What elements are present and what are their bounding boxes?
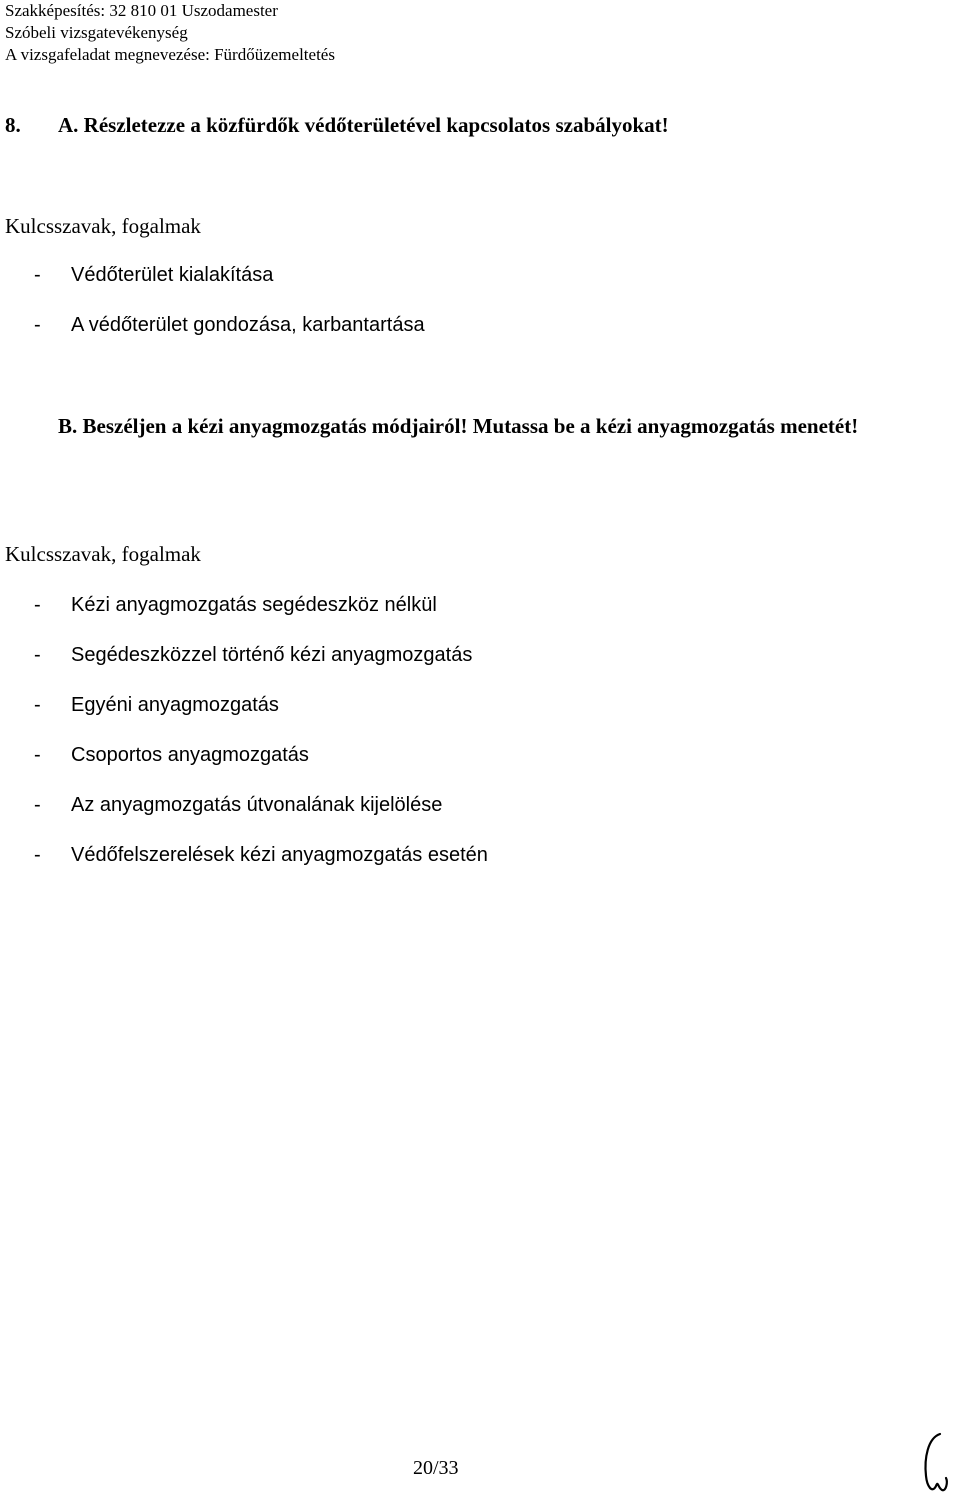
- list-item-text: Az anyagmozgatás útvonalának kijelölése: [71, 794, 443, 816]
- list-item: [34, 842, 488, 892]
- list-item: [34, 642, 488, 692]
- list-item-text: A védőterület gondozása, karbantartása: [71, 314, 425, 336]
- list-bullet: -: [34, 594, 41, 616]
- list-item-text: Segédeszközzel történő kézi anyagmozgatás: [71, 644, 473, 666]
- keywords-b-heading: Kulcsszavak, fogalmak: [5, 542, 201, 566]
- task-b-title: B. Beszéljen a kézi anyagmozgatás módjairól! Mutassa be a kézi anyagmozgatás menetét!: [58, 414, 859, 438]
- list-item: [34, 692, 488, 742]
- list-item: [34, 262, 425, 312]
- list-item-text: Csoportos anyagmozgatás: [71, 744, 309, 766]
- list-item: [34, 792, 488, 842]
- list-item-text: Védőterület kialakítása: [71, 264, 274, 286]
- document-header: [5, 0, 335, 66]
- list-item-text: Kézi anyagmozgatás segédeszköz nélkül: [71, 594, 437, 616]
- keywords-a-list: [34, 262, 425, 362]
- list-item: [34, 592, 488, 642]
- keywords-b-list: [34, 592, 488, 892]
- list-item: [34, 312, 425, 362]
- header-exam-activity: Szóbeli vizsgatevékenység: [5, 23, 188, 42]
- header-qualification: Szakképesítés: 32 810 01 Uszodamester: [5, 1, 278, 20]
- list-item-text: Egyéni anyagmozgatás: [71, 694, 279, 716]
- task-a-text: A. Részletezze a közfürdők védőterületével kapcsolatos szabályokat!: [58, 113, 669, 137]
- list-bullet: -: [34, 794, 41, 816]
- list-bullet: -: [34, 694, 41, 716]
- signature-mark: [920, 1428, 956, 1500]
- header-task-name: A vizsgafeladat megnevezése: Fürdőüzemeltetés: [5, 45, 335, 64]
- list-bullet: -: [34, 644, 41, 666]
- list-bullet: -: [34, 844, 41, 866]
- keywords-a-heading: Kulcsszavak, fogalmak: [5, 214, 201, 238]
- list-item-text: Védőfelszerelések kézi anyagmozgatás esetén: [71, 844, 488, 866]
- list-bullet: -: [34, 314, 41, 336]
- list-bullet: -: [34, 264, 41, 286]
- task-a-title: [5, 113, 669, 138]
- list-item: [34, 742, 488, 792]
- page-number: 20/33: [413, 1457, 459, 1479]
- list-bullet: -: [34, 744, 41, 766]
- task-number: 8.: [5, 113, 21, 137]
